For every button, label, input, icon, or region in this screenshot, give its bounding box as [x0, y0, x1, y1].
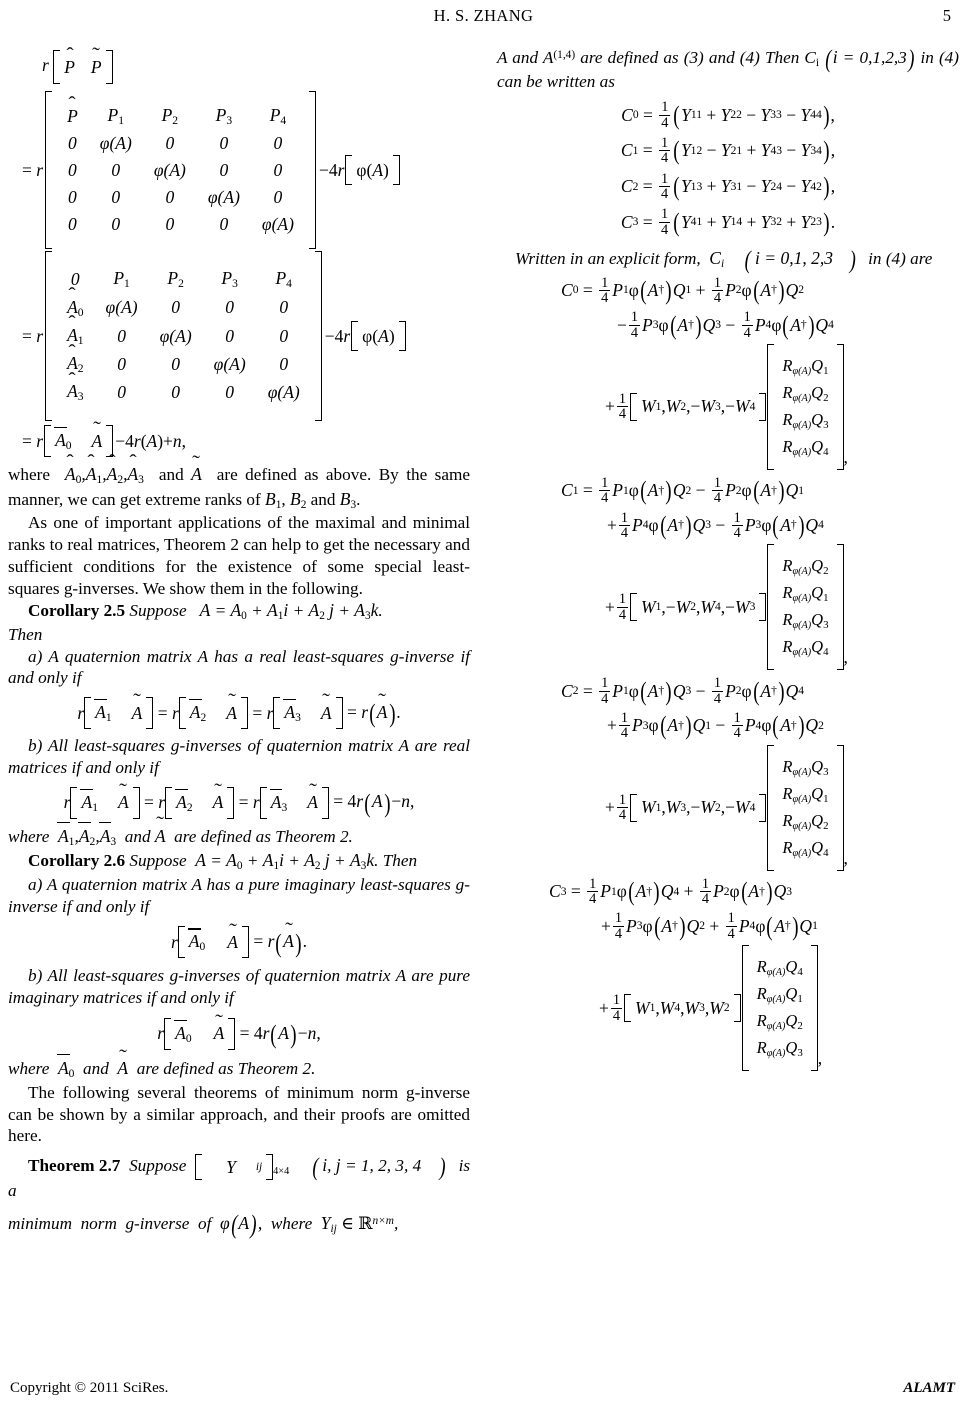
colvec-item: Rφ(A)Q2 — [782, 810, 829, 832]
theorem-2-7 — [8, 1151, 471, 1202]
page-footer — [0, 1380, 967, 1402]
paragraph-where-defined: where ˆ A0,ˆ A1,ˆ A2,ˆ A3 and ˜ A are defined as above. By the same manner, we can get extreme ranks of $B_1$, $B_2$ and $B_3$. — [8, 463, 470, 512]
corollary-2-6-label: Corollary 2.6 — [28, 851, 126, 871]
matrix-row: 0 φ(A) 0 0 0 — [68, 133, 283, 154]
intro-line2: in (4) can be written as — [497, 48, 959, 91]
corollary-2-6-part-a: a) A quaternion matrix A has a pure imaginary least-squares g-inverse if and only if — [8, 874, 470, 916]
copyright-notice: Copyright © 2011 SciRes. — [10, 1380, 169, 1396]
matrix-row: 0 0 0 0 φ(A) — [68, 214, 294, 235]
column-vector-C0 — [778, 353, 832, 461]
equation-C0-def: C 0 = $\frac{1}{4}$ ( Y 11 + Y 22 − Y 33 − Y 44 ) , — [621, 99, 835, 131]
explicit-c-sym: C — [709, 248, 721, 269]
equation-lhs-rP: r ˆ P ˜ P — [42, 50, 470, 84]
intro-pre: A and A — [497, 48, 554, 67]
equation-corollary-25b: r A1 ˜ A = r A2 ˜ A = r A3 ˜ A = 4r ( A ) −n, — [8, 787, 470, 819]
running-head-title: H. S. ZHANG — [433, 6, 534, 25]
theorem-2-7-text: Suppose Y ij $_{4\times 4}$ ( i, j = 1, 2, 3, 4 ) is a — [8, 1151, 471, 1201]
colvec-item: Rφ(A)Q4 — [782, 637, 829, 659]
colvec-item: Rφ(A)Q2 — [756, 1011, 803, 1033]
explicit-intro-text: Written in an explicit form, — [515, 249, 701, 269]
intro-sub: i — [815, 57, 820, 70]
column-vector-C2 — [778, 754, 832, 862]
right-column — [497, 43, 959, 1071]
colvec-item: Rφ(A)Q3 — [782, 610, 829, 632]
explicit-intro-tail: in (4) are — [868, 249, 933, 269]
colvec-item: Rφ(A)Q3 — [782, 756, 829, 778]
colvec-item: Rφ(A)Q1 — [782, 583, 829, 605]
matrix-row: ˆ P $P_1$ $P_2$ $P_3$ $P_4$ — [56, 102, 305, 130]
explicit-C0: C 0 = $\frac{1}{4}$ P 1 φ ( A † ) Q 1 + $\frac{1}{4}$ P 2 φ ( A † ) Q 2 − $\frac{1}{4}$ P 3 φ ( A † ) Q 3 − $\frac{1}{4}$ P 4 φ ( A † ) Q 4 + $\frac{1}{4}$ W 1 , W 2 ,− W 3 ,− W 4 Rφ(A)Q1 Rφ(A)Q2 Rφ(A)Q3 Rφ(A)Q4 , — [497, 276, 959, 470]
theorem-2-7-label: Theorem 2.7 — [28, 1156, 121, 1176]
corollary-2-6-part-b: b) All least-squares g-inverses of quaternion matrix A are pure imaginary matrices if and only if — [8, 966, 470, 1008]
corollary-2-5-label: Corollary 2.5 — [28, 601, 126, 621]
intro-superscript: (1,4) — [553, 48, 576, 61]
matrix-1 — [56, 102, 305, 238]
colvec-item: Rφ(A)Q2 — [782, 382, 829, 404]
colvec-item: Rφ(A)Q3 — [782, 409, 829, 431]
intro-mid: are defined as (3) and (4) Then C — [575, 48, 816, 67]
colvec-item: Rφ(A)Q1 — [756, 984, 803, 1006]
equation-corollary-26a: r A0 ˜ A = r ( ˜ A ) . — [8, 926, 470, 958]
c-definitions-block — [497, 100, 959, 237]
equation-corollary-26b: r A0 ˜ A = 4r ( A ) −n, — [8, 1018, 470, 1050]
equation-final-rank: = r A0 ˜ A −4r(A)+n, — [22, 425, 470, 457]
colvec-item: Rφ(A)Q1 — [782, 355, 829, 377]
matrix-2 — [56, 265, 311, 406]
paragraph-following-theorems: The following several theorems of minimum norm g-inverse can be shown by a similar approach, and their proofs are omitted here. — [8, 1082, 470, 1146]
left-column — [8, 46, 471, 1240]
matrix-row: ˆ A0 φ(A) 0 0 0 — [56, 294, 311, 322]
explicit-c-sub: i — [720, 258, 725, 271]
colvec-item: Rφ(A)Q3 — [756, 1038, 803, 1060]
corollary-2-5 — [8, 599, 470, 624]
explicit-C2: C 2 = $\frac{1}{4}$ P 1 φ ( A † ) Q 3 − $\frac{1}{4}$ P 2 φ ( A † ) Q 4 + $\frac{1}{4}$ P 3 φ ( A † ) Q 1 − $\frac{1}{4}$ P 4 φ ( A † ) Q 2 + $\frac{1}{4}$ W 1 , W 3 ,− W 2 ,− W 4 Rφ(A)Q3 Rφ(A)Q1 Rφ(A)Q2 Rφ(A)Q4 , — [497, 676, 959, 870]
explicit-C3: C 3 = $\frac{1}{4}$ P 1 φ ( A † ) Q 4 + $\frac{1}{4}$ P 2 φ ( A † ) Q 3 + $\frac{1}{4}$ P 3 φ ( A † ) Q 2 + $\frac{1}{4}$ P 4 φ ( A † ) Q 1 + $\frac{1}{4}$ W 1 , W 4 , W 3 , W 2 Rφ(A)Q4 Rφ(A)Q1 Rφ(A)Q2 Rφ(A)Q3 , — [497, 877, 959, 1071]
right-intro-paragraph: A and A$^{(1,4)}$ are defined as (3) and (4) Then $C_i$ ( i = 0,1,2,3 ) in (4) can be written as — [497, 43, 959, 91]
colvec-item: Rφ(A)Q4 — [756, 956, 803, 978]
theorem-2-7-line2: minimum norm g-inverse of φ ( A ) , where $Y_{ij}$ ∈ ℝ$^{n\times m}$, — [8, 1210, 399, 1240]
equation-C3-def: C 3 = $\frac{1}{4}$ ( Y 41 + Y 14 + Y 32 + Y 23 ) . — [620, 206, 836, 238]
corollary-2-5-where: where A1,A2,A3 and ˜ A are defined as Theorem 2. — [8, 825, 470, 850]
matrix-row: ˆ A3 0 0 0 φ(A) — [56, 378, 311, 406]
explicit-form-intro: Written in an explicit form, $C_i$ ( i = 0,1, 2,3 ) in (4) are — [515, 244, 933, 274]
equation-corollary-25a: r A1 ˜ A = r A2 ˜ A = r A3 ˜ A = r ( ˜ A ) . — [8, 697, 470, 729]
matrix-row: 0 0 φ(A) 0 0 — [68, 160, 283, 181]
column-vector-C1 — [778, 553, 832, 661]
corollary-2-5-then: Then — [8, 624, 43, 644]
colvec-item: Rφ(A)Q4 — [782, 437, 829, 459]
corollary-2-5-statement: Suppose $A = A_0 + A_1i + A_2$ $j + A_3k$. — [129, 600, 383, 623]
equation-matrix-2: = r 0 $P_1$ $P_2$ $P_3$ $P_4$ ˆ A0 φ(A) 0 0 0 ˆ A1 0 φ(A) 0 0 ˆ A2 0 0 φ(A) 0 ˆ A3 0 0 0 φ(A) −4r φ( A ) — [22, 251, 470, 421]
column-vector-C3 — [753, 954, 807, 1062]
explicit-C1: C 1 = $\frac{1}{4}$ P 1 φ ( A † ) Q 2 − $\frac{1}{4}$ P 2 φ ( A † ) Q 1 + $\frac{1}{4}$ P 4 φ ( A † ) Q 3 − $\frac{1}{4}$ P 3 φ ( A † ) Q 4 + $\frac{1}{4}$ W 1 ,− W 2 , W 4 ,− W 3 Rφ(A)Q2 Rφ(A)Q1 Rφ(A)Q3 Rφ(A)Q4 , — [497, 476, 959, 670]
paragraph-applications: As one of important applications of the maximal and minimal ranks to real matrices, Theorem 2 can help to get the necessary and sufficient conditions for the existence of some special least-squares g-inverses. We show them in the following. — [8, 513, 470, 598]
corollary-2-5-part-a: a) A quaternion matrix A has a real least-squares g-inverse if and only if — [8, 646, 470, 688]
colvec-item: Rφ(A)Q4 — [782, 837, 829, 859]
corollary-2-6-statement: Suppose $A = A_0 + A_1i + A_2$ $j + A_3k$. Then — [129, 850, 418, 873]
colvec-item: Rφ(A)Q1 — [782, 783, 829, 805]
intro-range: i = 0,1,2,3 — [832, 47, 907, 67]
corollary-2-6 — [8, 849, 470, 874]
matrix-row: 0 0 0 φ(A) 0 — [68, 187, 283, 208]
corollary-2-6-where: where A0 and ˜ A are defined as Theorem 2. — [8, 1057, 470, 1082]
equation-C2-def: C 2 = $\frac{1}{4}$ ( Y 13 + Y 31 − Y 24 − Y 42 ) , — [620, 170, 836, 202]
matrix-row: ˆ A2 0 0 φ(A) 0 — [56, 350, 311, 378]
equation-C1-def: C 1 = $\frac{1}{4}$ ( Y 12 − Y 21 + Y 43 − Y 34 ) , — [620, 134, 836, 167]
colvec-item: Rφ(A)Q2 — [782, 556, 829, 578]
corollary-2-5-part-b: b) All least-squares g-inverses of quaternion matrix A are real matrices if and only if — [8, 736, 470, 777]
matrix-row: 0 $P_1$ $P_2$ $P_3$ $P_4$ — [70, 268, 292, 291]
page-number: 5 — [942, 6, 951, 25]
journal-abbreviation: ALAMT — [903, 1380, 955, 1396]
equation-matrix-1: = r ˆ P $P_1$ $P_2$ $P_3$ $P_4$ 0 φ(A) 0 0 0 0 0 φ(A) 0 0 0 0 0 φ(A) 0 0 0 0 0 φ(A) −4r φ( A ) — [22, 91, 470, 249]
page-header — [0, 6, 967, 32]
matrix-row: ˆ A1 0 φ(A) 0 0 — [56, 322, 311, 350]
